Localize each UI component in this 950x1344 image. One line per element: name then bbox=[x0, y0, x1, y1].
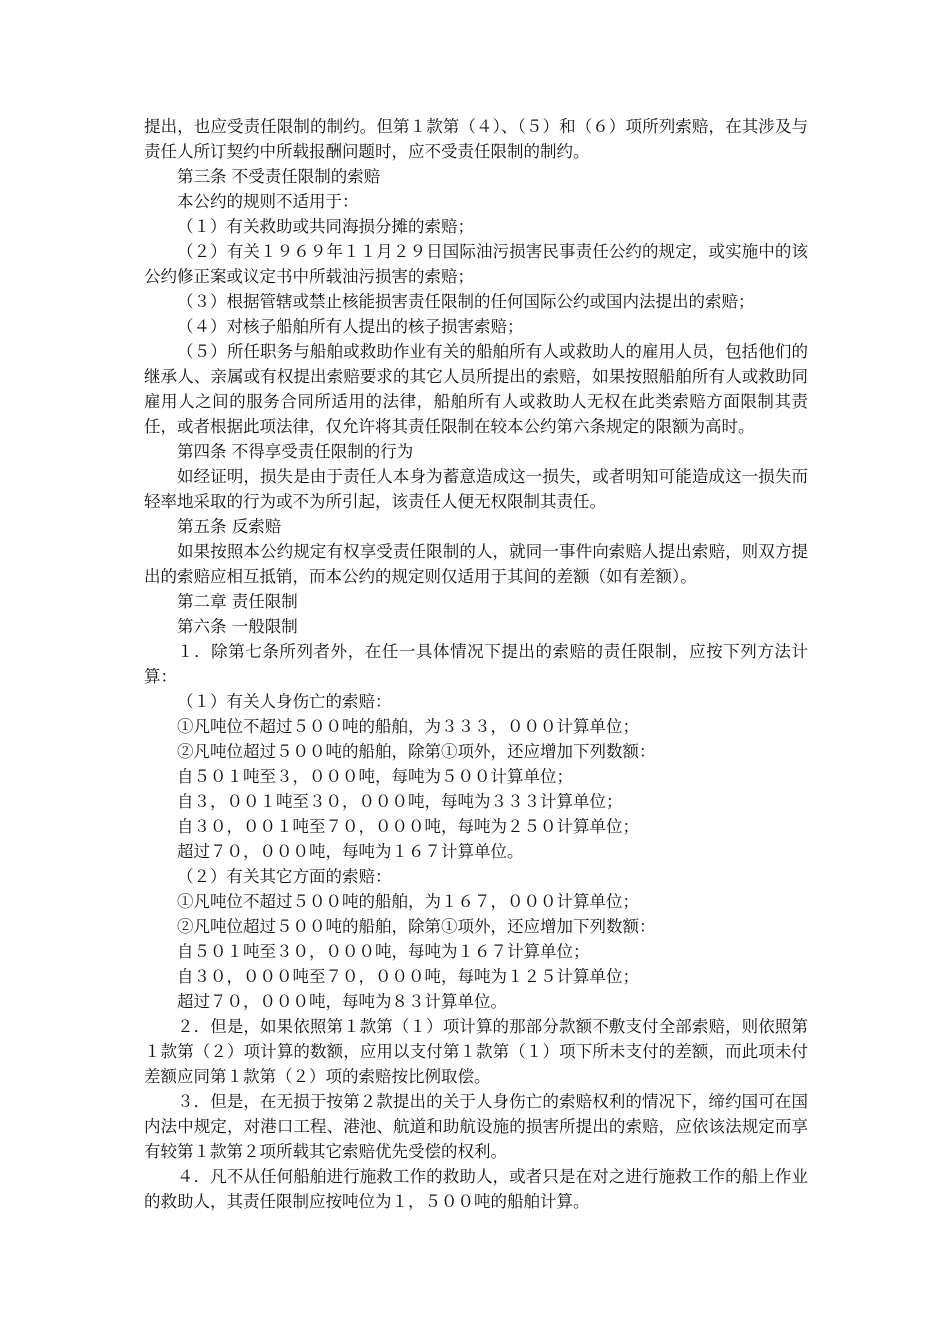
document-paragraph: 自５０１吨至３０，０００吨，每吨为１６７计算单位； bbox=[177, 942, 590, 961]
document-paragraph: ②凡吨位超过５００吨的船舶，除第①项外，还应增加下列数额： bbox=[177, 742, 656, 761]
document-paragraph: 如果按照本公约规定有权享受责任限制的人，就同一事件向索赔人提出索赔，则双方提出的索赔应相互抵销，而本公约的规定则仅适用于其间的差额（如有差额）。 bbox=[144, 542, 808, 586]
document-paragraph: ４．凡不从任何船舶进行施救工作的救助人，或者只是在对之进行施救工作的船上作业的救助人，其责任限制应按吨位为１，５００吨的船舶计算。 bbox=[144, 1167, 808, 1211]
document-paragraph: 第四条 不得享受责任限制的行为 bbox=[177, 442, 414, 461]
document-paragraph: 第二章 责任限制 bbox=[177, 592, 298, 611]
document-paragraph: 自３，００１吨至３０，０００吨，每吨为３３３计算单位； bbox=[177, 792, 623, 811]
document-paragraph: ３．但是，在无损于按第２款提出的关于人身伤亡的索赔权利的情况下，缔约国可在国内法中规定，对港口工程、港池、航道和助航设施的损害所提出的索赔，应依该法规定而享有较第１款第２项所载其它索赔优先受偿的权利。 bbox=[144, 1092, 808, 1161]
document-paragraph: 本公约的规则不适用于： bbox=[177, 192, 359, 211]
document-paragraph: 第五条 反索赔 bbox=[177, 517, 282, 536]
document-paragraph: ②凡吨位超过５００吨的船舶，除第①项外，还应增加下列数额： bbox=[177, 917, 656, 936]
document-paragraph: 自５０１吨至３，０００吨，每吨为５００计算单位； bbox=[177, 767, 573, 786]
document-paragraph: （５）所任职务与船舶或救助作业有关的船舶所有人或救助人的雇用人员，包括他们的继承人、亲属或有权提出索赔要求的其它人员所提出的索赔，如果按照船舶所有人或救助同雇用人之间的服务合同所适用的法律，船舶所有人或救助人无权在此类索赔方面限制其责任，或者根据此项法律，仅允许将其责任限制在较本公约第六条规定的限额为高时。 bbox=[144, 342, 808, 436]
document-paragraph: ①凡吨位不超过５００吨的船舶，为３３３，０００计算单位； bbox=[177, 717, 639, 736]
document-paragraph: （３）根据管辖或禁止核能损害责任限制的任何国际公约或国内法提出的索赔； bbox=[177, 292, 755, 311]
document-paragraph: 如经证明，损失是由于责任人本身为蓄意造成这一损失，或者明知可能造成这一损失而轻率地采取的行为或不为所引起，该责任人便无权限制其责任。 bbox=[144, 467, 808, 511]
document-body bbox=[144, 114, 808, 1214]
document-paragraph: 自３０，０００吨至７０，０００吨，每吨为１２５计算单位； bbox=[177, 967, 639, 986]
document-paragraph: ２．但是，如果依照第１款第（１）项计算的那部分款额不敷支付全部索赔，则依照第１款第（２）项计算的数额，应用以支付第１款第（１）项下所未支付的差额，而此项未付差额应同第１款第（２）项的索赔按比例取偿。 bbox=[144, 1017, 808, 1086]
document-paragraph: 第六条 一般限制 bbox=[177, 617, 298, 636]
document-paragraph: （１）有关救助或共同海损分摊的索赔； bbox=[177, 217, 474, 236]
document-paragraph: １．除第七条所列者外，在任一具体情况下提出的索赔的责任限制，应按下列方法计算： bbox=[144, 642, 808, 686]
document-paragraph: 自３０，００１吨至７０，０００吨，每吨为２５０计算单位； bbox=[177, 817, 639, 836]
document-paragraph: （２）有关其它方面的索赔： bbox=[177, 867, 392, 886]
document-paragraph: （１）有关人身伤亡的索赔： bbox=[177, 692, 392, 711]
document-paragraph: 超过７０，０００吨，每吨为８３计算单位。 bbox=[177, 992, 507, 1011]
document-paragraph: 第三条 不受责任限制的索赔 bbox=[177, 167, 381, 186]
document-paragraph: 超过７０，０００吨，每吨为１６７计算单位。 bbox=[177, 842, 524, 861]
document-paragraph: 提出，也应受责任限制的制约。但第１款第（４）、（５）和（６）项所列索赔，在其涉及与责任人所订契约中所载报酬问题时，应不受责任限制的制约。 bbox=[144, 117, 808, 161]
document-paragraph: （４）对核子船舶所有人提出的核子损害索赔； bbox=[177, 317, 524, 336]
document-paragraph: ①凡吨位不超过５００吨的船舶，为１６７，０００计算单位； bbox=[177, 892, 639, 911]
document-paragraph: （２）有关１９６９年１１月２９日国际油污损害民事责任公约的规定，或实施中的该公约修正案或议定书中所载油污损害的索赔； bbox=[144, 242, 808, 286]
